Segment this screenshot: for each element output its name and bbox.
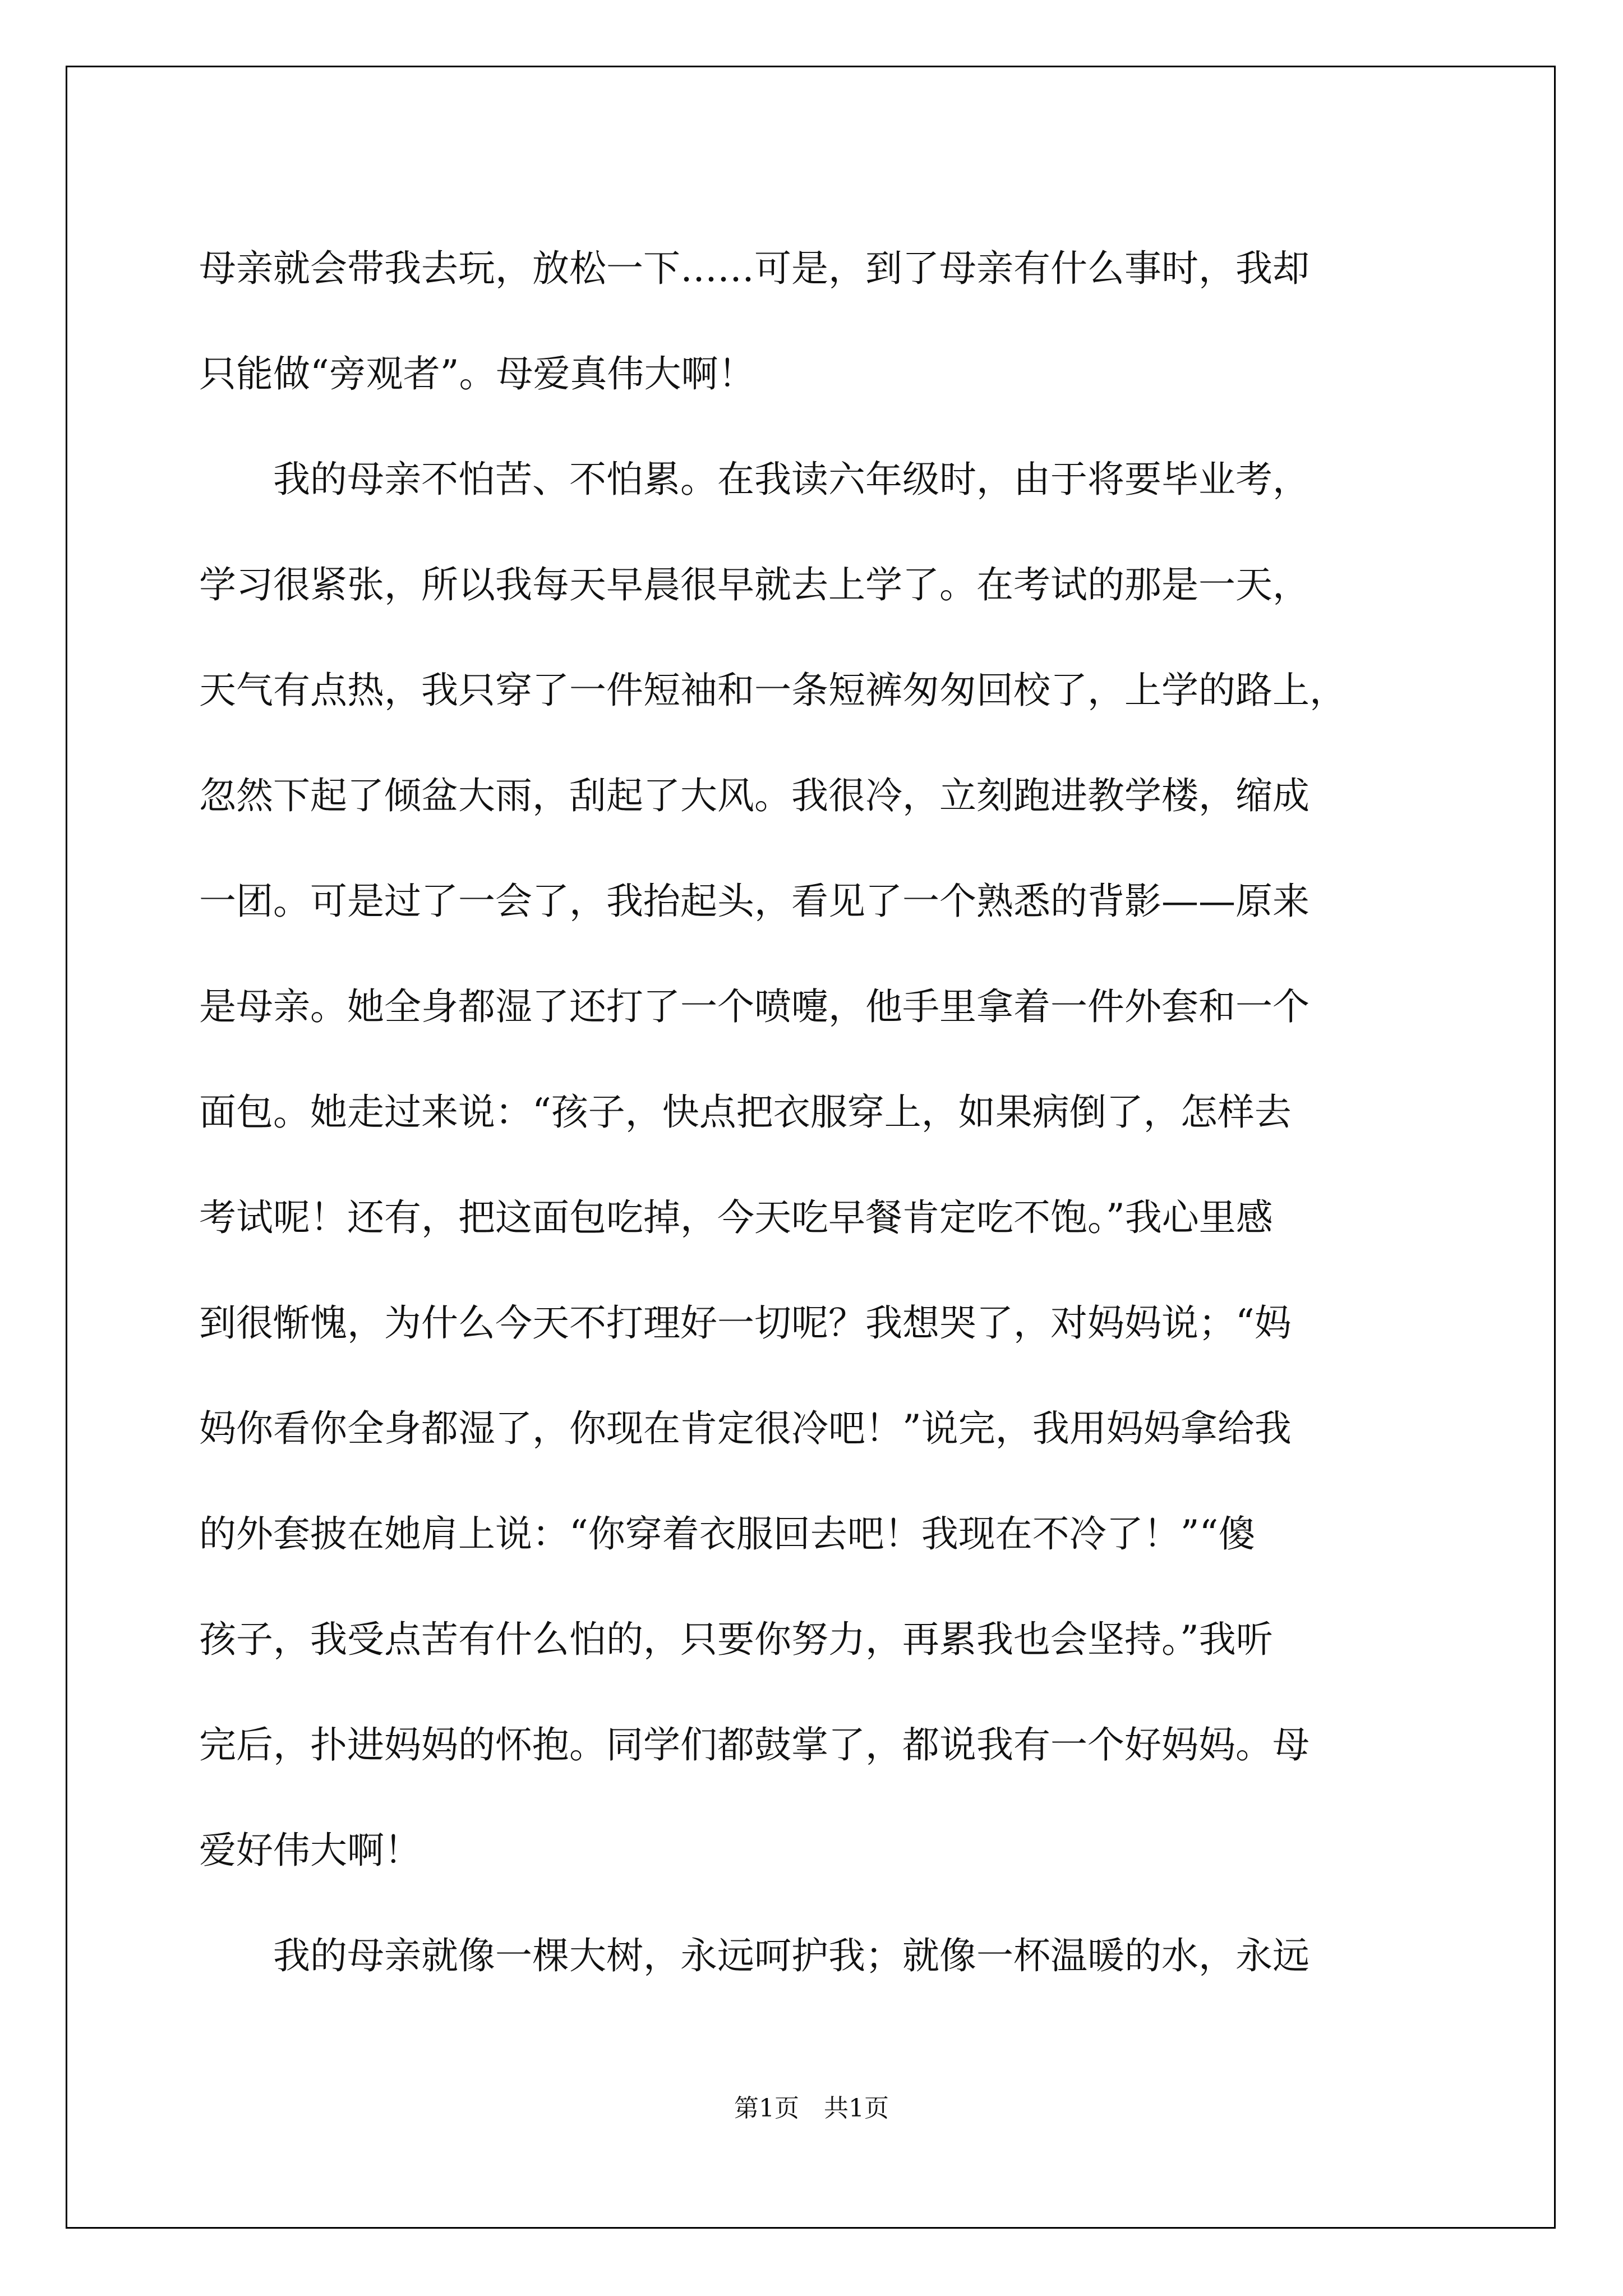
text-line: 母亲就会带我去玩，放松一下……可是，到了母亲有什么事时，我却 [199,247,1310,290]
text-line: 我的母亲不怕苦、不怕累。在我读六年级时，由于将要毕业考， [199,458,1310,501]
text-line: 到很惭愧，为什么今天不打理好一切呢？我想哭了，对妈妈说；“妈 [199,1301,1292,1345]
text-line: 完后，扑进妈妈的怀抱。同学们都鼓掌了，都说我有一个好妈妈。母 [199,1723,1310,1766]
text-line: 是母亲。她全身都湿了还打了一个喷嚏，他手里拿着一件外套和一个 [199,985,1310,1028]
text-line: 一团。可是过了一会了，我抬起头，看见了一个熟悉的背影——原来 [199,880,1310,923]
page-footer: 第1页 共1页 [734,2094,889,2123]
document-body [199,216,1455,2009]
text-line: 天气有点热，我只穿了一件短袖和一条短裤匆匆回校了，上学的路上， [199,669,1347,712]
text-line: 考试呢！还有，把这面包吃掉，今天吃早餐肯定吃不饱。”我心里感 [199,1196,1273,1239]
text-line: 爱好伟大啊！ [199,1829,421,1872]
text-line: 我的母亲就像一棵大树，永远呵护我；就像一杯温暖的水，永远 [199,1934,1310,1977]
text-line: 面包。她走过来说：“孩子，快点把衣服穿上，如果病倒了，怎样去 [199,1091,1292,1134]
text-line: 忽然下起了倾盆大雨，刮起了大风。我很冷，立刻跑进教学楼，缩成 [199,774,1310,817]
text-line: 只能做“旁观者”。母爱真伟大啊！ [199,352,755,395]
text-line: 妈你看你全身都湿了，你现在肯定很冷吧！”说完，我用妈妈拿给我 [199,1407,1292,1450]
text-line: 的外套披在她肩上说：“你穿着衣服回去吧！我现在不冷了！”“傻 [199,1512,1256,1556]
text-line: 学习很紧张，所以我每天早晨很早就去上学了。在考试的那是一天， [199,563,1310,606]
text-line: 孩子，我受点苦有什么怕的，只要你努力，再累我也会坚持。”我听 [199,1618,1273,1661]
